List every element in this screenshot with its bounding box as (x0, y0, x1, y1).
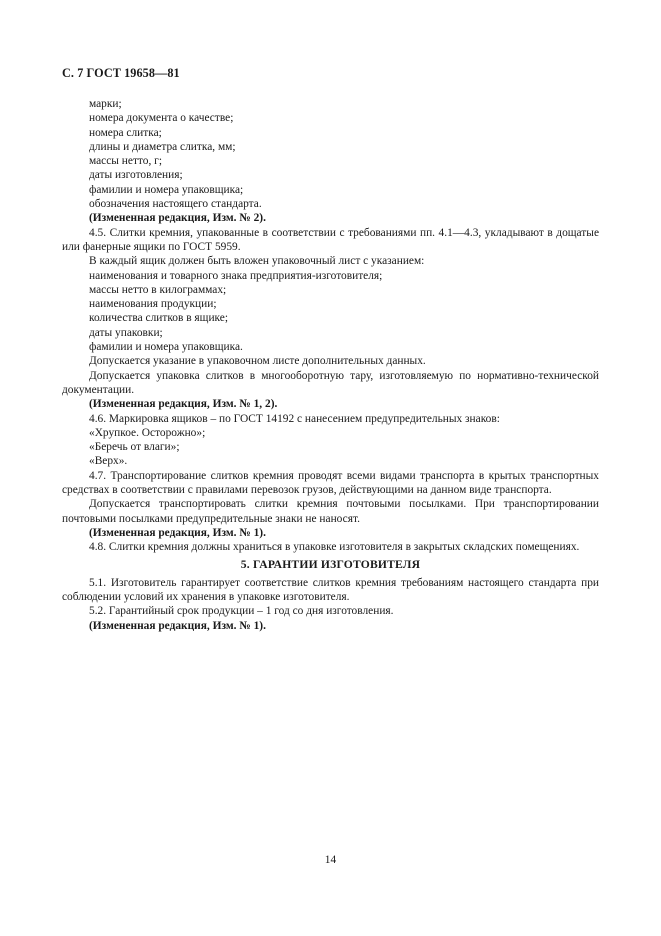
list-item: обозначения настоящего стандарта. (89, 198, 262, 211)
list-item: фамилии и номера упаковщика. (89, 341, 243, 354)
paragraph-4-8: 4.8. Слитки кремния должны храниться в упаковке изготовителя в закрытых складских помещениях. (89, 541, 580, 554)
paragraph-5-1: 5.1. Изготовитель гарантирует соответствие слитков кремния требованиям настоящего стандарта при соблюдении условий их хранения в упаковке изготовителя. (62, 576, 599, 604)
edit-note: (Измененная редакция, Изм. № 2). (89, 212, 266, 225)
list-item: «Беречь от влаги»; (89, 441, 180, 454)
paragraph-4-5: 4.5. Слитки кремния, упакованные в соответствии с требованиями пп. 4.1—4.3, укладывают в дощатые или фанерные ящики по ГОСТ 5959. (62, 226, 599, 253)
list-item: даты изготовления; (89, 169, 183, 182)
list-item: фамилии и номера упаковщика; (89, 183, 244, 196)
page-number: 14 (324, 854, 337, 866)
list-item: 4.6. Маркировка ящиков – по ГОСТ 14192 с нанесением предупредительных знаков: (89, 412, 500, 425)
packing-list (62, 254, 599, 368)
list-item: номера документа о качестве; (89, 112, 234, 125)
list-item: длины и диаметра слитка, мм; (89, 140, 236, 153)
paragraph-post: Допускается транспортировать слитки кремния почтовыми посылками. При транспортировании почтовыми посылками предупредительные знаки не наносят. (62, 498, 599, 525)
list-item: номера слитка; (89, 126, 162, 139)
list-item: Допускается указание в упаковочном листе дополнительных данных. (89, 355, 426, 368)
paragraph-5-2: 5.2. Гарантийный срок продукции – 1 год со дня изготовления. (89, 605, 394, 618)
box-marking-list (62, 412, 599, 469)
section-title: 5. ГАРАНТИИ ИЗГОТОВИТЕЛЯ (240, 557, 421, 571)
list-item: массы нетто, г; (89, 155, 162, 168)
paragraph-tara: Допускается упаковка слитков в многооборотную тару, изготовляемую по нормативно-технической документации. (62, 369, 599, 396)
list-item: количества слитков в ящике; (89, 312, 229, 325)
document-body (62, 97, 599, 633)
paragraph-4-7: 4.7. Транспортирование слитков кремния проводят всеми видами транспорта в крытых транспортных средствах в соответствии с правилами перевозок грузов, действующими на данном виде транспорта. (62, 469, 599, 497)
list-item: наименования продукции; (89, 298, 217, 311)
list-item: «Хрупкое. Осторожно»; (89, 426, 206, 439)
list-item: марки; (89, 98, 122, 110)
list-item: даты упаковки; (89, 326, 163, 339)
edit-note: (Измененная редакция, Изм. № 1). (89, 526, 266, 539)
marking-list (62, 97, 599, 211)
edit-note: (Измененная редакция, Изм. № 1, 2). (89, 398, 278, 411)
list-item: массы нетто в килограммах; (89, 283, 227, 296)
list-item: «Верх». (89, 455, 128, 468)
list-item: В каждый ящик должен быть вложен упаковочный лист с указанием: (89, 255, 425, 268)
edit-note: (Измененная редакция, Изм. № 1). (89, 619, 266, 632)
list-item: наименования и товарного знака предприятия-изготовителя; (89, 269, 383, 282)
page-header: С. 7 ГОСТ 19658—81 (62, 66, 180, 80)
